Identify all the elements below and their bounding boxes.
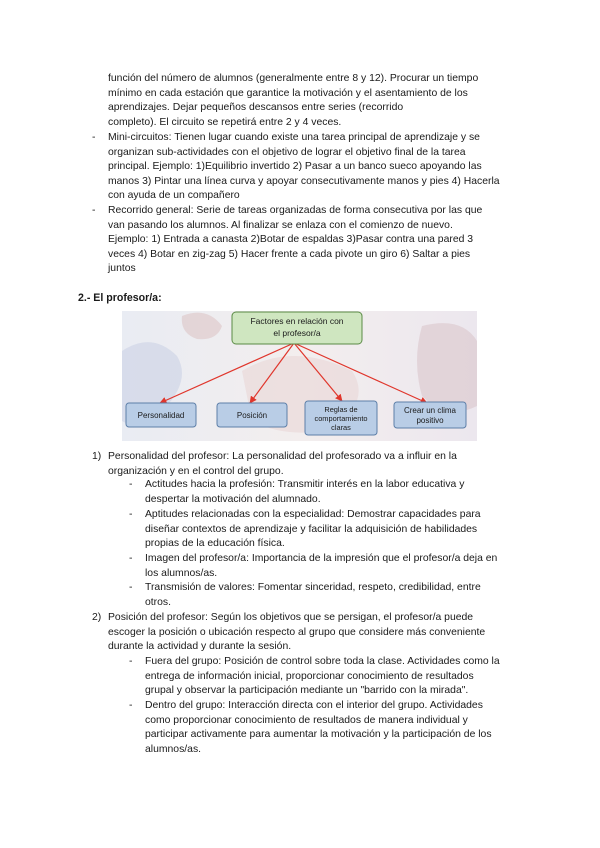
text-line: durante la actividad y durante la sesión. — [108, 641, 292, 653]
text-line: manos 3) Pintar una línea curva y apoyar consecutivamente manos y pies 4) Hacerla — [108, 175, 500, 187]
text-line: Actitudes hacia la profesión: Transmitir interés en la labor educativa y — [145, 479, 465, 490]
bullet-marker: - — [92, 132, 96, 143]
reglas-label-line: comportamiento — [314, 414, 368, 423]
text-line: Transmisión de valores: Fomentar sinceridad, respeto, credibilidad, entre — [145, 582, 481, 593]
text-line: Mini-circuitos: Tienen lugar cuando existe una tarea principal de aprendizaje y se — [108, 132, 480, 143]
reglas-label-line: claras — [331, 423, 351, 432]
text-line: Aptitudes relacionadas con la especialidad: Demostrar capacidades para — [145, 509, 481, 520]
bullet-marker: - — [92, 205, 96, 216]
text-line: despertar la motivación del alumnado. — [145, 493, 321, 505]
bullet-marker: - — [129, 700, 133, 711]
clima-label-line: Crear un clima — [403, 406, 457, 415]
bullet-marker: - — [129, 656, 133, 667]
bullet-marker: - — [129, 509, 133, 520]
reglas-label-line: Reglas de — [324, 405, 358, 414]
mini-circuitos-item — [108, 131, 500, 204]
text-line: entrega de información inicial, proporcionar conocimiento de resultados — [145, 670, 474, 682]
text-line: juntos — [108, 263, 136, 275]
text-line: Fuera del grupo: Posición de control sobre toda la clase. Actividades como la — [145, 656, 500, 667]
posicion-label: Posición — [236, 411, 268, 420]
text-line: función del número de alumnos (generalmente entre 8 y 12). Procurar un tiempo — [108, 73, 479, 84]
root-label-line: el profesor/a — [273, 328, 321, 338]
list-number: 1) — [92, 451, 102, 462]
text-line: Dentro del grupo: Interacción directa con el interior del grupo. Actividades — [145, 700, 483, 711]
aptitudes-item — [145, 508, 481, 552]
text-line: mínimo en cada estación que garantice la motivación y el asentamiento de los — [108, 87, 468, 99]
profesor-factors-diagram — [122, 311, 477, 441]
text-line: organizan sub-actividades con el objetivo de lograr el objetivo final de la tarea — [108, 146, 466, 158]
text-line: grupal y observar la participación mediante un "barrido con la mirada". — [145, 685, 469, 697]
text-line: como proporcionar conocimiento de resultados de manera individual y — [145, 714, 468, 726]
bullet-marker: - — [129, 479, 133, 490]
posicion-item — [108, 611, 485, 655]
recorrido-general-item — [108, 204, 482, 277]
background-figure-right — [417, 323, 477, 411]
text-line: diseñar contextos de aprendizaje y facilitar la adquisición de habilidades — [145, 523, 478, 535]
text-line: alumnos/as. — [145, 743, 202, 755]
text-line: principal. Ejemplo: 1)Equilibrio invertido 2) Pasar a un banco sueco apoyando las — [108, 161, 482, 173]
text-line: escoger la posición o ubicación respecto al grupo que considere más conveniente — [108, 626, 486, 638]
list-number: 2) — [92, 612, 102, 623]
personalidad-item — [108, 450, 457, 479]
text-line: participar activamente para aumentar la motivación y la participación de los — [145, 729, 492, 741]
dentro-grupo-item — [145, 699, 492, 757]
text-line: veces 4) Botar en zig-zag 5) Hacer frente a cada pivote un giro 6) Saltar a pies — [108, 248, 471, 260]
actitudes-item — [145, 478, 464, 507]
text-line: Imagen del profesor/a: Importancia de la impresión que el profesor/a deja en — [145, 553, 498, 564]
transmision-valores-item — [145, 581, 481, 610]
section-heading: 2.- El profesor/a: — [78, 292, 162, 304]
text-line: los alumnos/as. — [145, 567, 218, 579]
text-line: con ayuda de un compañero — [108, 190, 240, 202]
bullet-marker: - — [129, 582, 133, 593]
text-line: van pasando los alumnos. Al finalizar se enlaza con el comienzo de nuevo. — [108, 219, 453, 231]
text-line: Recorrido general: Serie de tareas organizadas de forma consecutiva por las que — [108, 205, 483, 216]
text-line: Personalidad del profesor: La personalidad del profesorado va a influir en la — [108, 451, 457, 462]
fuera-grupo-item — [145, 655, 500, 699]
text-line: Posición del profesor: Según los objetivos que se persigan, el profesor/a puede — [108, 612, 474, 623]
text-line: otros. — [145, 596, 171, 608]
imagen-item — [145, 552, 497, 581]
text-line: aprendizajes. Dejar pequeños descansos entre series (recorrido — [108, 102, 404, 114]
text-line: completo). El circuito se repetirá entre 2 y 4 veces. — [108, 116, 342, 128]
personalidad-label: Personalidad — [137, 411, 185, 420]
text-line: propias de la educación física. — [145, 538, 285, 550]
circuit-continuation-text — [108, 72, 478, 130]
bullet-marker: - — [129, 553, 133, 564]
root-label-line: Factores en relación con — [250, 316, 344, 326]
text-line: Ejemplo: 1) Entrada a canasta 2)Botar de espaldas 3)Pasar contra una pared 3 — [108, 234, 474, 246]
text-line: organización y en el control del grupo. — [108, 465, 284, 477]
clima-label-line: positivo — [416, 416, 444, 425]
